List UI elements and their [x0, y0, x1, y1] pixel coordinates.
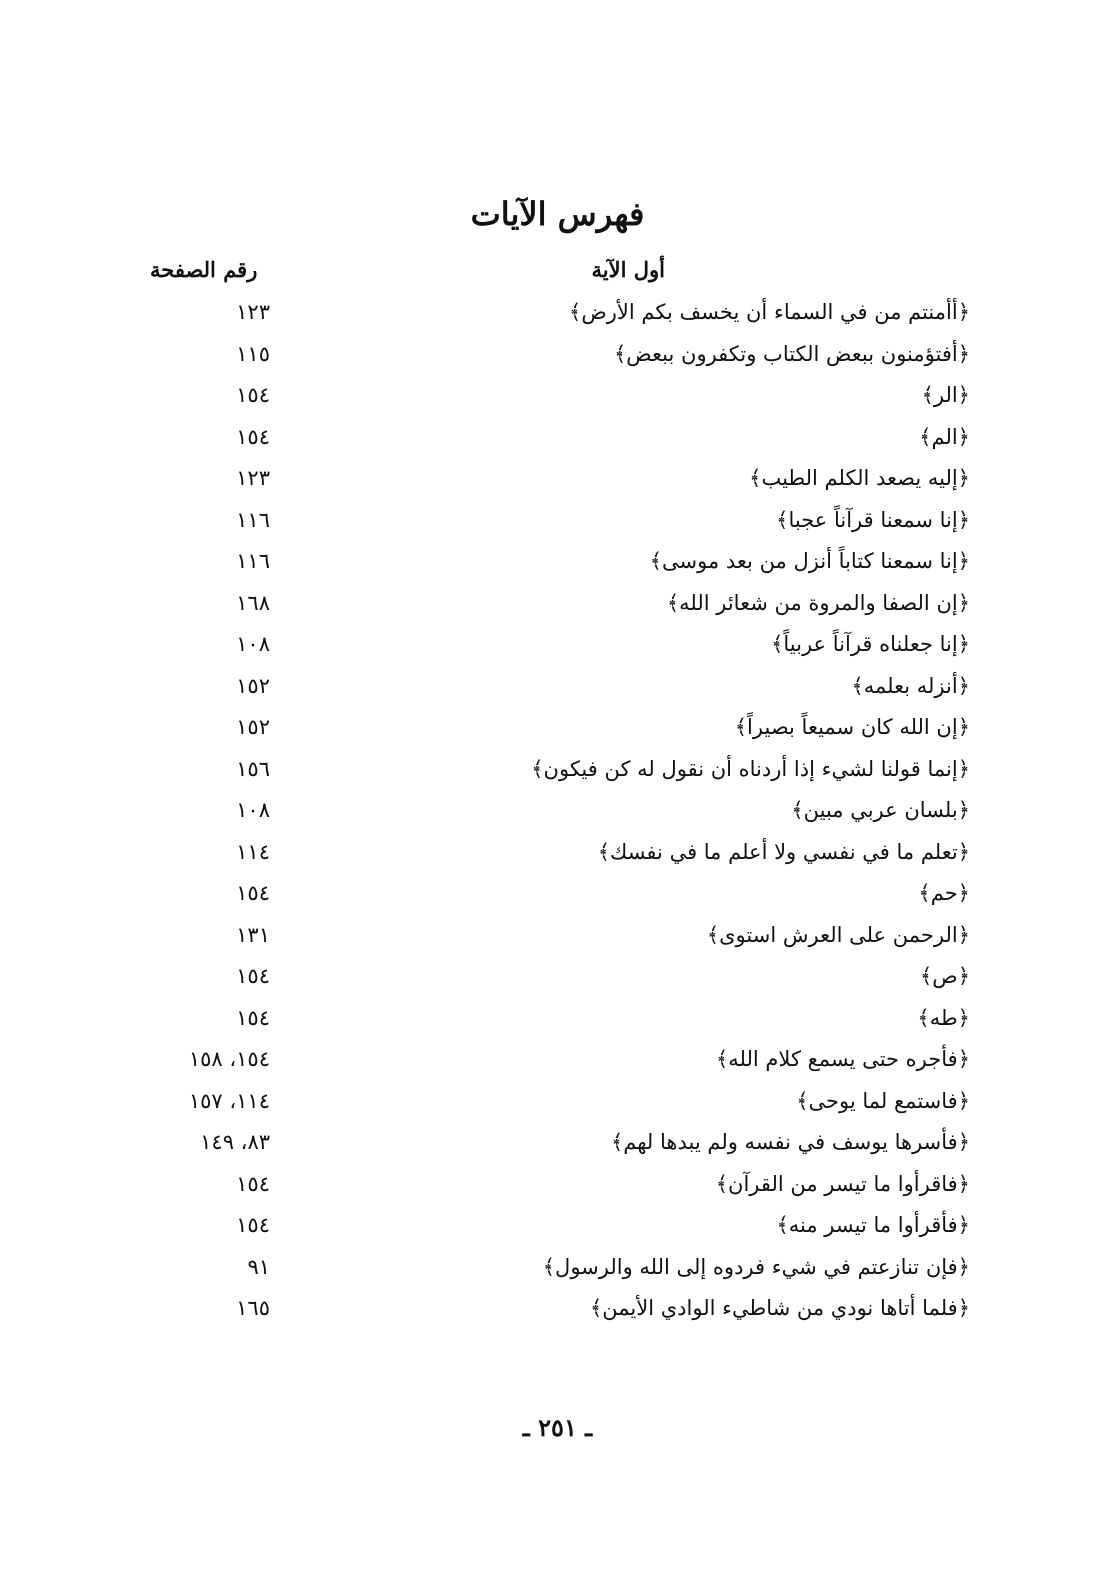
index-row — [0, 873, 1115, 915]
page-reference: ١١٤، ١٥٧ — [188, 1088, 270, 1113]
index-row — [0, 334, 1115, 376]
verse-text: ﴿إنا سمعنا كتاباً أنزل من بعد موسى﴾ — [649, 549, 970, 573]
verse-text: ﴿إن الله كان سميعاً بصيراً﴾ — [734, 715, 970, 739]
index-row — [0, 749, 1115, 791]
page-reference: ١٥٤ — [236, 1171, 270, 1196]
verse-text: ﴿أأمنتم من في السماء أن يخسف بكم الأرض﴾ — [569, 300, 970, 324]
page-reference: ١٥٤ — [236, 964, 270, 988]
index-row — [0, 292, 1115, 334]
index-row — [0, 541, 1115, 583]
index-row — [0, 1247, 1115, 1289]
index-row — [0, 790, 1115, 832]
column-headers — [0, 252, 1115, 288]
page-reference: ١٥٤ — [236, 1213, 270, 1237]
page-reference: ١٥٤ — [236, 383, 270, 407]
verse-text: ﴿فأسرها يوسف في نفسه ولم يبدها لهم﴾ — [610, 1130, 970, 1154]
verse-text: ﴿طه﴾ — [917, 1005, 970, 1030]
page-reference: ١١٥ — [236, 341, 270, 366]
index-row — [0, 458, 1115, 500]
index-row — [0, 707, 1115, 749]
verse-text: ﴿فاستمع لما يوحى﴾ — [796, 1088, 970, 1113]
page-reference: ١٠٨ — [236, 798, 270, 822]
page-reference: ١١٦ — [236, 549, 270, 573]
index-row — [0, 583, 1115, 625]
index-row — [0, 1205, 1115, 1247]
page-reference: ١٥٢ — [236, 715, 270, 739]
verse-text: ﴿فاقرأوا ما تيسر من القرآن﴾ — [715, 1171, 970, 1196]
index-row — [0, 375, 1115, 417]
verse-text: ﴿إليه يصعد الكلم الطيب﴾ — [749, 466, 970, 490]
page-reference: ١٣١ — [236, 922, 270, 947]
index-row — [0, 998, 1115, 1040]
index-row — [0, 1081, 1115, 1123]
index-row — [0, 956, 1115, 998]
page-reference: ١٥٢ — [236, 673, 270, 698]
page-reference: ١٢٣ — [236, 466, 270, 490]
index-row — [0, 666, 1115, 708]
index-row — [0, 1122, 1115, 1164]
verse-column-header: أول الآية — [591, 257, 665, 282]
page-reference: ٨٣، ١٤٩ — [200, 1130, 270, 1154]
verse-text: ﴿إنما قولنا لشيء إذا أردناه أن نقول له كن فيكون﴾ — [531, 756, 970, 781]
page-reference: ١١٤ — [236, 839, 270, 864]
verse-text: ﴿فأجره حتى يسمع كلام الله﴾ — [715, 1047, 970, 1071]
verse-text: ﴿إن الصفا والمروة من شعائر الله﴾ — [666, 590, 970, 615]
page-reference: ١٠٨ — [236, 632, 270, 656]
verse-text: ﴿فإن تنازعتم في شيء فردوه إلى الله والرسول﴾ — [542, 1254, 970, 1279]
page-reference: ١٥٤، ١٥٨ — [188, 1047, 270, 1071]
page-reference: ١٢٣ — [236, 300, 270, 324]
index-row — [0, 1039, 1115, 1081]
index-row — [0, 915, 1115, 957]
verse-text: ﴿فأقرأوا ما تيسر منه﴾ — [776, 1213, 970, 1237]
index-row — [0, 417, 1115, 459]
page-column-header: رقم الصفحة — [150, 257, 258, 282]
verse-text: ﴿حم﴾ — [918, 881, 970, 905]
verse-text: ﴿أفتؤمنون ببعض الكتاب وتكفرون ببعض﴾ — [614, 341, 970, 366]
verse-text: ﴿الر﴾ — [921, 383, 970, 407]
index-row — [0, 624, 1115, 666]
verse-text: ﴿بلسان عربي مبين﴾ — [791, 798, 970, 822]
page-reference: ١٥٦ — [236, 756, 270, 781]
index-row — [0, 1164, 1115, 1206]
verse-text: ﴿إنا سمعنا قرآناً عجبا﴾ — [776, 507, 970, 532]
verse-text: ﴿الرحمن على العرش استوى﴾ — [706, 922, 970, 947]
verse-index-list — [0, 292, 1115, 1330]
page-reference: ١٦٨ — [236, 590, 270, 615]
page-reference: ١٦٥ — [236, 1296, 270, 1320]
index-row — [0, 500, 1115, 542]
page-reference: ١٥٤ — [236, 424, 270, 449]
verse-text: ﴿الم﴾ — [919, 424, 970, 449]
verse-text: ﴿أنزله بعلمه﴾ — [851, 673, 970, 698]
page-title: فهرس الآيات — [470, 195, 645, 233]
index-row — [0, 1288, 1115, 1330]
verse-text: ﴿تعلم ما في نفسي ولا أعلم ما في نفسك﴾ — [597, 839, 970, 864]
page-reference: ١٥٤ — [236, 1005, 270, 1030]
verse-text: ﴿إنا جعلناه قرآناً عربياً﴾ — [771, 632, 970, 656]
page-number: ـ ٢٥١ ـ — [522, 1413, 593, 1442]
index-row — [0, 832, 1115, 874]
verse-text: ﴿ص﴾ — [920, 964, 970, 988]
page-reference: ١٥٤ — [236, 881, 270, 905]
verse-text: ﴿فلما أتاها نودي من شاطيء الوادي الأيمن﴾ — [589, 1296, 970, 1320]
page-reference: ١١٦ — [236, 507, 270, 532]
page-reference: ٩١ — [247, 1254, 270, 1279]
